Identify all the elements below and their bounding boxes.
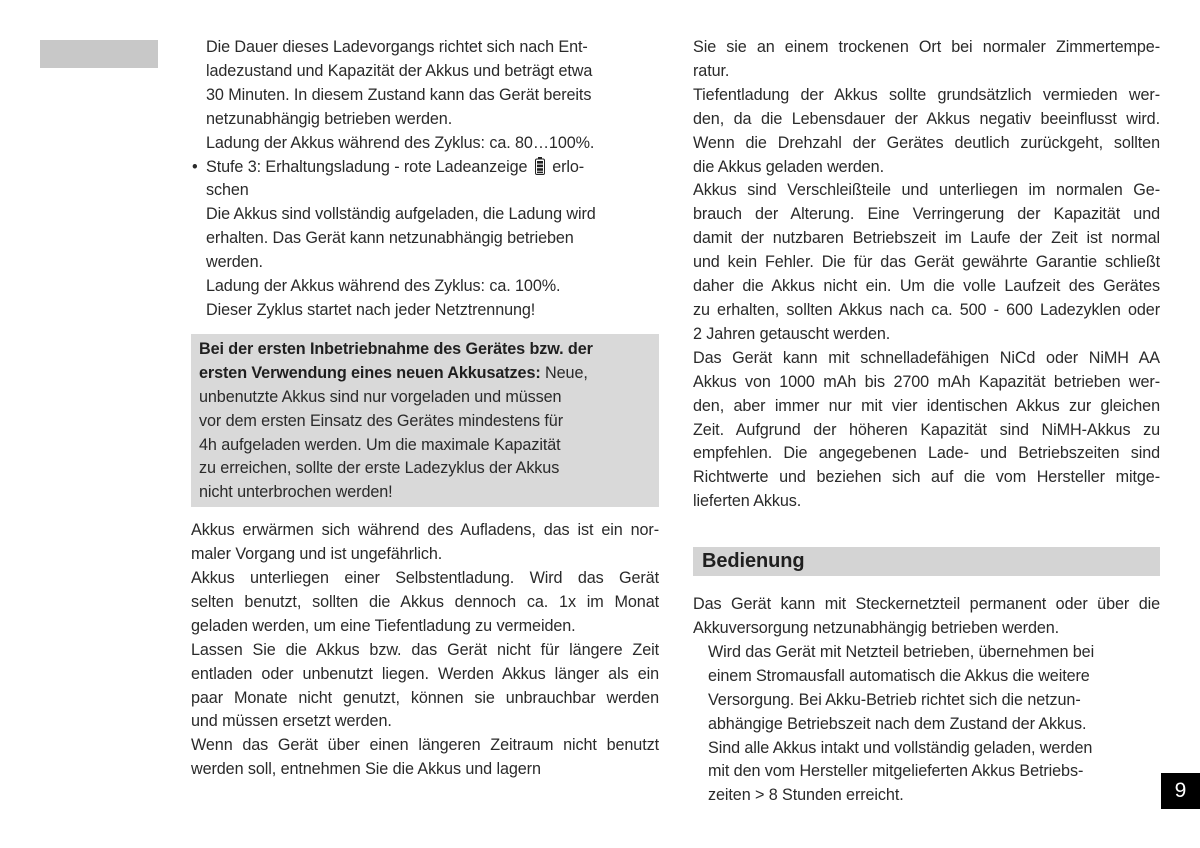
- section-heading: Bedienung: [693, 547, 1160, 576]
- text-line: Tiefentladung der Akkus sollte grundsätzlich vermieden wer-: [693, 85, 1160, 104]
- operation-text: [693, 593, 1160, 641]
- notice-bold-line: ersten Verwendung eines neuen Akkusatzes:: [199, 363, 541, 382]
- notice-line: vor dem ersten Einsatz des Gerätes mindestens für: [199, 411, 563, 430]
- text-line: brauch der Alterung. Eine Verringerung der Kapazität und: [693, 205, 1160, 224]
- text-line: werden soll, entnehmen Sie die Akkus und lagern: [191, 760, 541, 779]
- text-line: Akkus von 1000 mAh bis 2700 mAh Kapazität betrieben wer-: [693, 372, 1160, 391]
- text-line: Wird das Gerät mit Netzteil betrieben, übernehmen bei: [708, 642, 1095, 661]
- text-line: den, da die Lebensdauer der Akkus negativ beeinflusst wird.: [693, 109, 1160, 128]
- notice-line: zu erreichen, sollte der erste Ladezyklus der Akkus: [199, 459, 560, 478]
- text-line: Ladung der Akkus während des Zyklus: ca. 100%.: [206, 277, 561, 296]
- text-line: daher die Akkus nicht ein. Um die volle Laufzeit des Gerätes: [693, 277, 1160, 296]
- text-line: Wenn die Drehzahl der Gerätes deutlich zurückgeht, sollten: [693, 133, 1160, 152]
- text-line: entladen oder unbenutzt liegen. Werden Akkus länger als ein: [191, 664, 659, 683]
- left-body-text: [191, 519, 659, 782]
- text-line: geladen werden, um eine Tiefentladung zu vermeiden.: [191, 616, 576, 635]
- text-line: abhängige Betriebszeit nach dem Zustand der Akkus.: [708, 714, 1087, 733]
- text-line: ratur.: [693, 61, 730, 80]
- text-line: einem Stromausfall automatisch die Akkus die weitere: [708, 666, 1090, 685]
- text-line: zu erhalten, sollten Akkus nach ca. 500 - 600 Ladezyklen oder: [693, 300, 1160, 319]
- text-line: die Akkus geladen werden.: [693, 157, 884, 176]
- text-line: werden.: [206, 253, 263, 272]
- text-line: und müssen ersetzt werden.: [191, 712, 392, 731]
- text-line: 30 Minuten. In diesem Zustand kann das Gerät bereits: [206, 85, 592, 104]
- text-line: Dieser Zyklus startet nach jeder Netztrennung!: [206, 300, 536, 319]
- battery-icon: [535, 157, 545, 175]
- text-line: Richtwerte und beziehen sich auf die vom Hersteller mitge-: [693, 468, 1160, 487]
- text-line: Das Gerät kann mit Steckernetzteil permanent oder über die: [693, 595, 1160, 614]
- bullet: •: [192, 157, 198, 176]
- text-line: Akkuversorgung netzunabhängig betrieben werden.: [693, 619, 1060, 638]
- text-line: Die Akkus sind vollständig aufgeladen, die Ladung wird: [206, 205, 596, 224]
- notice-line: unbenutzte Akkus sind nur vorgeladen und müssen: [199, 387, 562, 406]
- text-line: Sind alle Akkus intakt und vollständig geladen, werden: [708, 738, 1093, 757]
- text-line: und kein Fehler. Die für das Gerät gewährte Garantie schließt: [693, 253, 1160, 272]
- text-line: Das Gerät kann mit schnelladefähigen NiCd oder NiMH AA: [693, 348, 1160, 367]
- stage3-title-line: [206, 156, 659, 180]
- page-number: 9: [1161, 773, 1200, 809]
- stage3-text: Stufe 3: Erhaltungsladung - rote Ladeanzeige: [206, 157, 528, 176]
- section-marker-tab: [40, 40, 158, 68]
- text-line: maler Vorgang und ist ungefährlich.: [191, 545, 443, 564]
- text-line: Zeit. Aufgrund der höheren Kapazität sind NiMH-Akkus zu: [693, 420, 1160, 439]
- text-line: zeiten > 8 Stunden erreicht.: [708, 786, 904, 805]
- first-use-notice: [191, 334, 659, 507]
- stage3-text-end: erlo-: [552, 157, 585, 176]
- text-line: damit der nutzbaren Betriebszeit im Laufe der Zeit ist normal: [693, 229, 1160, 248]
- text-line: erhalten. Das Gerät kann netzunabhängig betrieben: [206, 229, 574, 248]
- text-line: mit den vom Hersteller mitgelieferten Akkus Betriebs-: [708, 762, 1084, 781]
- text-line: empfehlen. Die angegebenen Lade- und Betriebszeiten sind: [693, 444, 1160, 463]
- text-line: paar Monate nicht genutzt, können sie unbrauchbar werden: [191, 688, 659, 707]
- text-line: Die Dauer dieses Ladevorgangs richtet sich nach Ent-: [206, 38, 588, 56]
- text-line: Sie sie an einem trockenen Ort bei normaler Zimmertempe-: [693, 38, 1160, 56]
- text-line: selten benutzt, sollten die Akkus dennoch ca. 1x im Monat: [191, 592, 659, 611]
- text-line: Akkus unterliegen einer Selbstentladung. Wird das Gerät: [191, 569, 659, 588]
- notice-text: Neue,: [540, 363, 588, 382]
- stage2-continuation: [191, 36, 659, 156]
- operation-indented-text: [693, 641, 1160, 808]
- notice-line: [199, 362, 651, 386]
- notice-line: 4h aufgeladen werden. Um die maximale Kapazität: [199, 435, 561, 454]
- left-column: [191, 36, 659, 782]
- notice-line: nicht unterbrochen werden!: [199, 483, 393, 502]
- text-line: ladezustand und Kapazität der Akkus und beträgt etwa: [206, 61, 593, 80]
- text-line: lieferten Akkus.: [693, 492, 802, 511]
- text-line: Akkus sind Verschleißteile und unterliegen im normalen Ge-: [693, 181, 1160, 200]
- text-line: Lassen Sie die Akkus bzw. das Gerät nicht für längere Zeit: [191, 640, 659, 659]
- right-column: [693, 36, 1160, 808]
- notice-bold-line: Bei der ersten Inbetriebnahme des Gerätes bzw. der: [199, 339, 593, 358]
- text-line: schen: [206, 181, 249, 200]
- text-line: Wenn das Gerät über einen längeren Zeitraum nicht benutzt: [191, 736, 659, 755]
- text-line: Versorgung. Bei Akku-Betrieb richtet sich die netzun-: [708, 690, 1081, 709]
- right-body-text: [693, 36, 1160, 514]
- text-line: den, aber immer nur mit vier identischen Akkus zur gleichen: [693, 396, 1160, 415]
- text-line: Ladung der Akkus während des Zyklus: ca. 80…100%.: [206, 133, 595, 152]
- text-line: netzunabhängig betrieben werden.: [206, 109, 453, 128]
- text-line: Akkus erwärmen sich während des Aufladens, das ist ein nor-: [191, 521, 659, 540]
- stage3-item: [191, 156, 659, 323]
- text-line: 2 Jahren getauscht werden.: [693, 324, 891, 343]
